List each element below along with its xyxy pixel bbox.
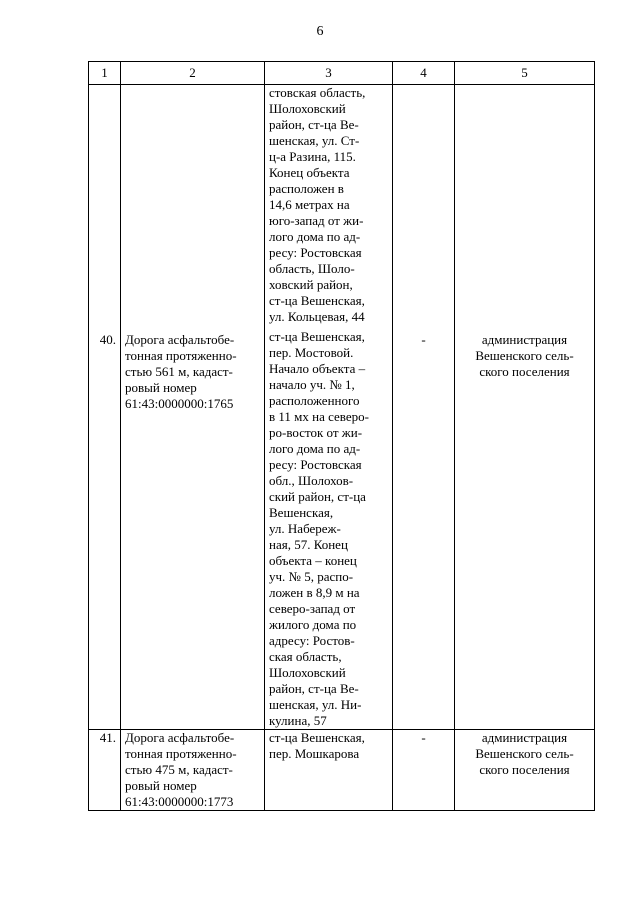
table-row xyxy=(89,85,595,730)
row-address xyxy=(265,85,393,730)
row-name-text: Дорога асфальтобе- тонная протяженно- стью 561 м, кадаст- ровый номер 61:43:0000000:1765 xyxy=(125,332,237,411)
header-col-4: 4 xyxy=(393,62,455,85)
row-name-text: Дорога асфальтобе- тонная протяженно- стью 475 м, кадаст- ровый номер 61:43:0000000:1773 xyxy=(125,730,237,809)
header-row xyxy=(89,62,595,85)
row-col4: - xyxy=(393,730,455,811)
continuation-address-text: стовская область, Шолоховский район, ст-ца Ве- шенская, ул. Ст- ц-а Разина, 115. Конец объекта расположен в 14,6 метрах на юго-запад от жи- лого дома по ад- ресу: Ростовская область, Шоло- ховский район, ст-ца Вешенская, ул. Кольцевая, 44 xyxy=(269,85,366,324)
row-owner xyxy=(455,85,595,730)
header-col-3: 3 xyxy=(265,62,393,85)
row-number: 41. xyxy=(89,730,121,811)
row-name xyxy=(121,730,265,811)
row-col4: - xyxy=(393,85,455,730)
row-address-text: ст-ца Вешенская, пер. Мостовой. Начало объекта – начало уч. № 1, расположенного в 11 мх на северо- ро-восток от жи- лого дома по ад- ресу: Ростовская обл., Шолохов- ский район, ст-ца Вешенская, ул. Набереж- ная, 57. Конец объекта – конец уч. № 5, распо- ложен в 8,9 м на северо-запад от жилого дома по адресу: Ростов- ская область, Шолоховский район, ст-ца Ве- шенская, ул. Ни- кулина, 57 xyxy=(269,329,369,728)
row-address xyxy=(265,730,393,811)
table-row xyxy=(89,730,595,811)
row-owner-text: администрация Вешенского сель- ского поселения xyxy=(475,332,574,379)
registry-table xyxy=(88,61,595,811)
row-owner-text: администрация Вешенского сель- ского поселения xyxy=(475,730,574,777)
table-header xyxy=(89,62,595,85)
row-name xyxy=(121,85,265,730)
row-owner xyxy=(455,730,595,811)
row-address-text: ст-ца Вешенская, пер. Мошкарова xyxy=(269,730,365,761)
header-col-1: 1 xyxy=(89,62,121,85)
page-number: 6 xyxy=(316,24,324,39)
header-col-5: 5 xyxy=(455,62,595,85)
row-number: 40. xyxy=(89,85,121,730)
header-col-2: 2 xyxy=(121,62,265,85)
